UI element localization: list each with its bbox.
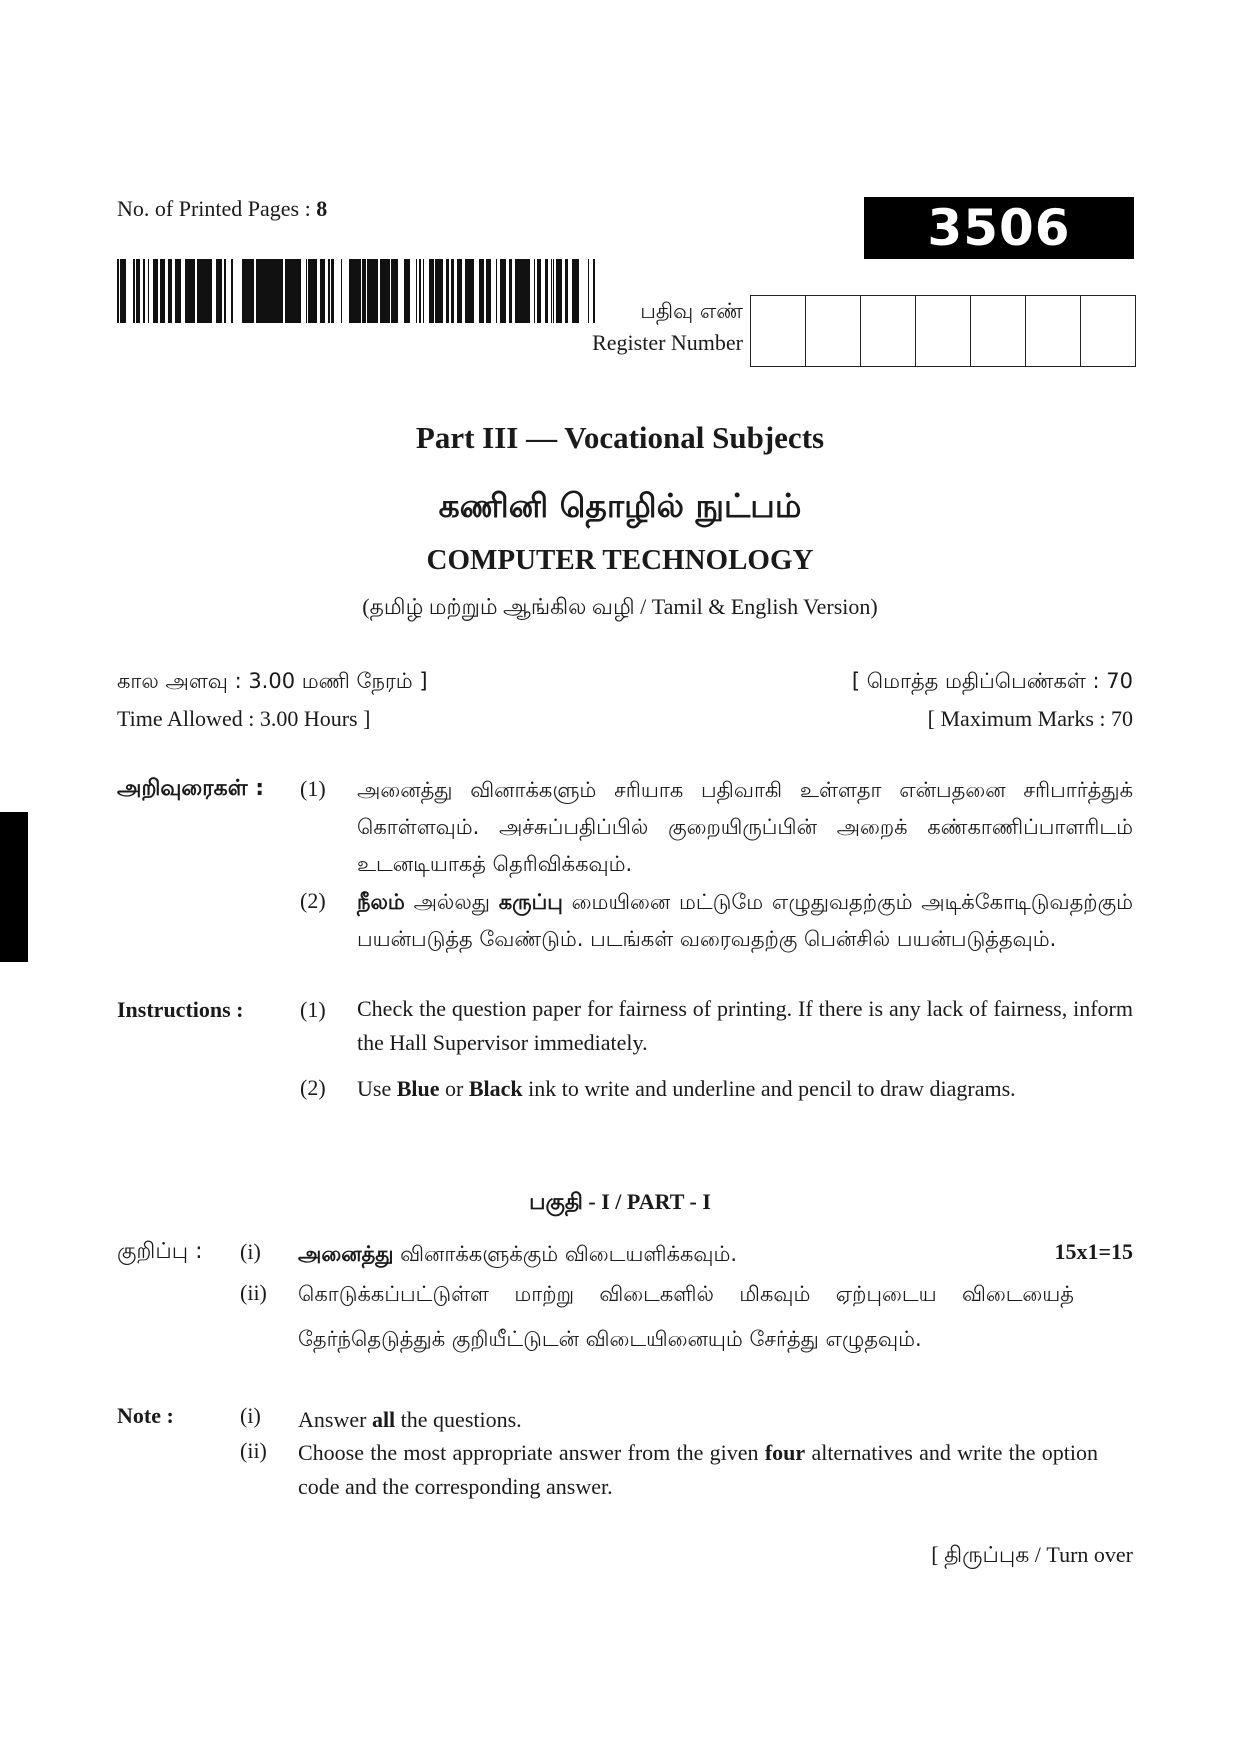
max-marks-tamil: [ மொத்த மதிப்பெண்கள் : 70 [851, 669, 1133, 693]
instructions-label: Instructions : [117, 997, 244, 1022]
bold-word: four [764, 1440, 806, 1465]
register-number-boxes[interactable] [751, 295, 1136, 367]
register-number-label: Register Number [592, 330, 743, 355]
instruction-text-tamil [357, 884, 1133, 958]
note-label-tamil: குறிப்பு : [117, 1239, 203, 1264]
text-span: ink to write and underline and pencil to draw diagrams. [522, 1076, 1016, 1101]
part-one-heading: பகுதி - I / PART - I [529, 1189, 711, 1214]
bold-word: all [371, 1407, 396, 1432]
time-allowed: Time Allowed : 3.00 Hours ] [117, 706, 371, 731]
note-text-tamil [298, 1236, 898, 1273]
marks-allocation: 15x1=15 [1054, 1239, 1133, 1264]
instructions-label-tamil: அறிவுரைகள் : [117, 776, 264, 801]
subject-title-tamil: கணினி தொழில் நுட்பம் [438, 486, 802, 525]
text-span: Answer [298, 1407, 372, 1432]
register-digit-box[interactable] [1080, 295, 1136, 367]
note-number: (ii) [240, 1438, 267, 1463]
bold-word: Blue [396, 1076, 440, 1101]
register-digit-box[interactable] [860, 295, 916, 367]
instruction-number: (1) [300, 776, 326, 801]
turn-over-label: [ திருப்புக / Turn over [931, 1542, 1133, 1567]
instruction-number: (2) [300, 1075, 326, 1100]
printed-pages-line [117, 196, 327, 222]
medium-line: (தமிழ் மற்றும் ஆங்கில வழி / Tamil & English Version) [362, 594, 878, 619]
register-digit-box[interactable] [1025, 295, 1081, 367]
register-number-label-tamil: பதிவு எண் [640, 299, 743, 323]
text-span: Use [357, 1076, 397, 1101]
text-span: வினாக்களுக்கும் விடையளிக்கவும். [393, 1242, 738, 1266]
note-text-tamil: கொடுக்கப்பட்டுள்ள மாற்று விடைகளில் மிகவும் ஏற்புடைய விடையைத் தேர்ந்தெடுத்துக் குறியீட்டுடன் விடையினையும் சேர்த்து எழுதவும். [298, 1282, 1074, 1351]
register-digit-box[interactable] [805, 295, 861, 367]
note-number: (i) [240, 1403, 261, 1428]
text-span: அல்லது [404, 890, 499, 914]
text-span: alternatives and write the option code and the corresponding answer. [298, 1440, 1098, 1499]
text-span: Choose the most appropriate answer from the given [298, 1440, 765, 1465]
instruction-text-tamil: அனைத்து வினாக்களும் சரியாக பதிவாகி உள்ளதா என்பதனை சரிபார்த்துக் கொள்ளவும். அச்சுப்பதிப்பில் குறையிருப்பின் அறைக் கண்காணிப்பாளரிடம் உடனடியாகத் தெரிவிக்கவும். [357, 778, 1133, 876]
register-digit-box[interactable] [915, 295, 971, 367]
instruction-text [357, 1072, 1147, 1106]
note-label: Note : [117, 1403, 174, 1428]
instruction-text: Check the question paper for fairness of printing. If there is any lack of fairness, inform the Hall Supervisor immediately. [357, 996, 1133, 1055]
paper-code: 3506 (NS) [864, 197, 1134, 259]
note-text [298, 1403, 1088, 1437]
edge-marker [0, 812, 28, 962]
register-digit-box[interactable] [750, 295, 806, 367]
printed-pages-value: 8 [316, 196, 328, 221]
note-text [298, 1436, 1098, 1504]
barcode-image [117, 259, 595, 323]
instruction-number: (1) [300, 997, 326, 1022]
register-digit-box[interactable] [970, 295, 1026, 367]
bold-word: Black [468, 1076, 523, 1101]
printed-pages-label: No. of Printed Pages : [117, 196, 317, 221]
time-allowed-tamil: கால அளவு : 3.00 மணி நேரம் ] [117, 669, 428, 693]
text-span: the questions. [395, 1407, 522, 1432]
instruction-number: (2) [300, 888, 326, 913]
note-number: (i) [240, 1239, 261, 1264]
subject-title: COMPUTER TECHNOLOGY [426, 544, 814, 576]
text-span: மையினை மட்டுமே எழுதுவதற்கும் அடிக்கோடிடுவதற்கும் பயன்படுத்த வேண்டும். படங்கள் வரைவதற்கு பென்சில் பயன்படுத்தவும். [357, 890, 1134, 951]
part-title: Part III — Vocational Subjects [415, 420, 825, 455]
bold-word: நீலம் [357, 890, 405, 914]
text-span: or [439, 1076, 469, 1101]
note-number: (ii) [240, 1280, 267, 1305]
bold-word: அனைத்து [298, 1242, 394, 1266]
bold-word: கருப்பு [498, 890, 563, 914]
max-marks: [ Maximum Marks : 70 [927, 706, 1133, 731]
